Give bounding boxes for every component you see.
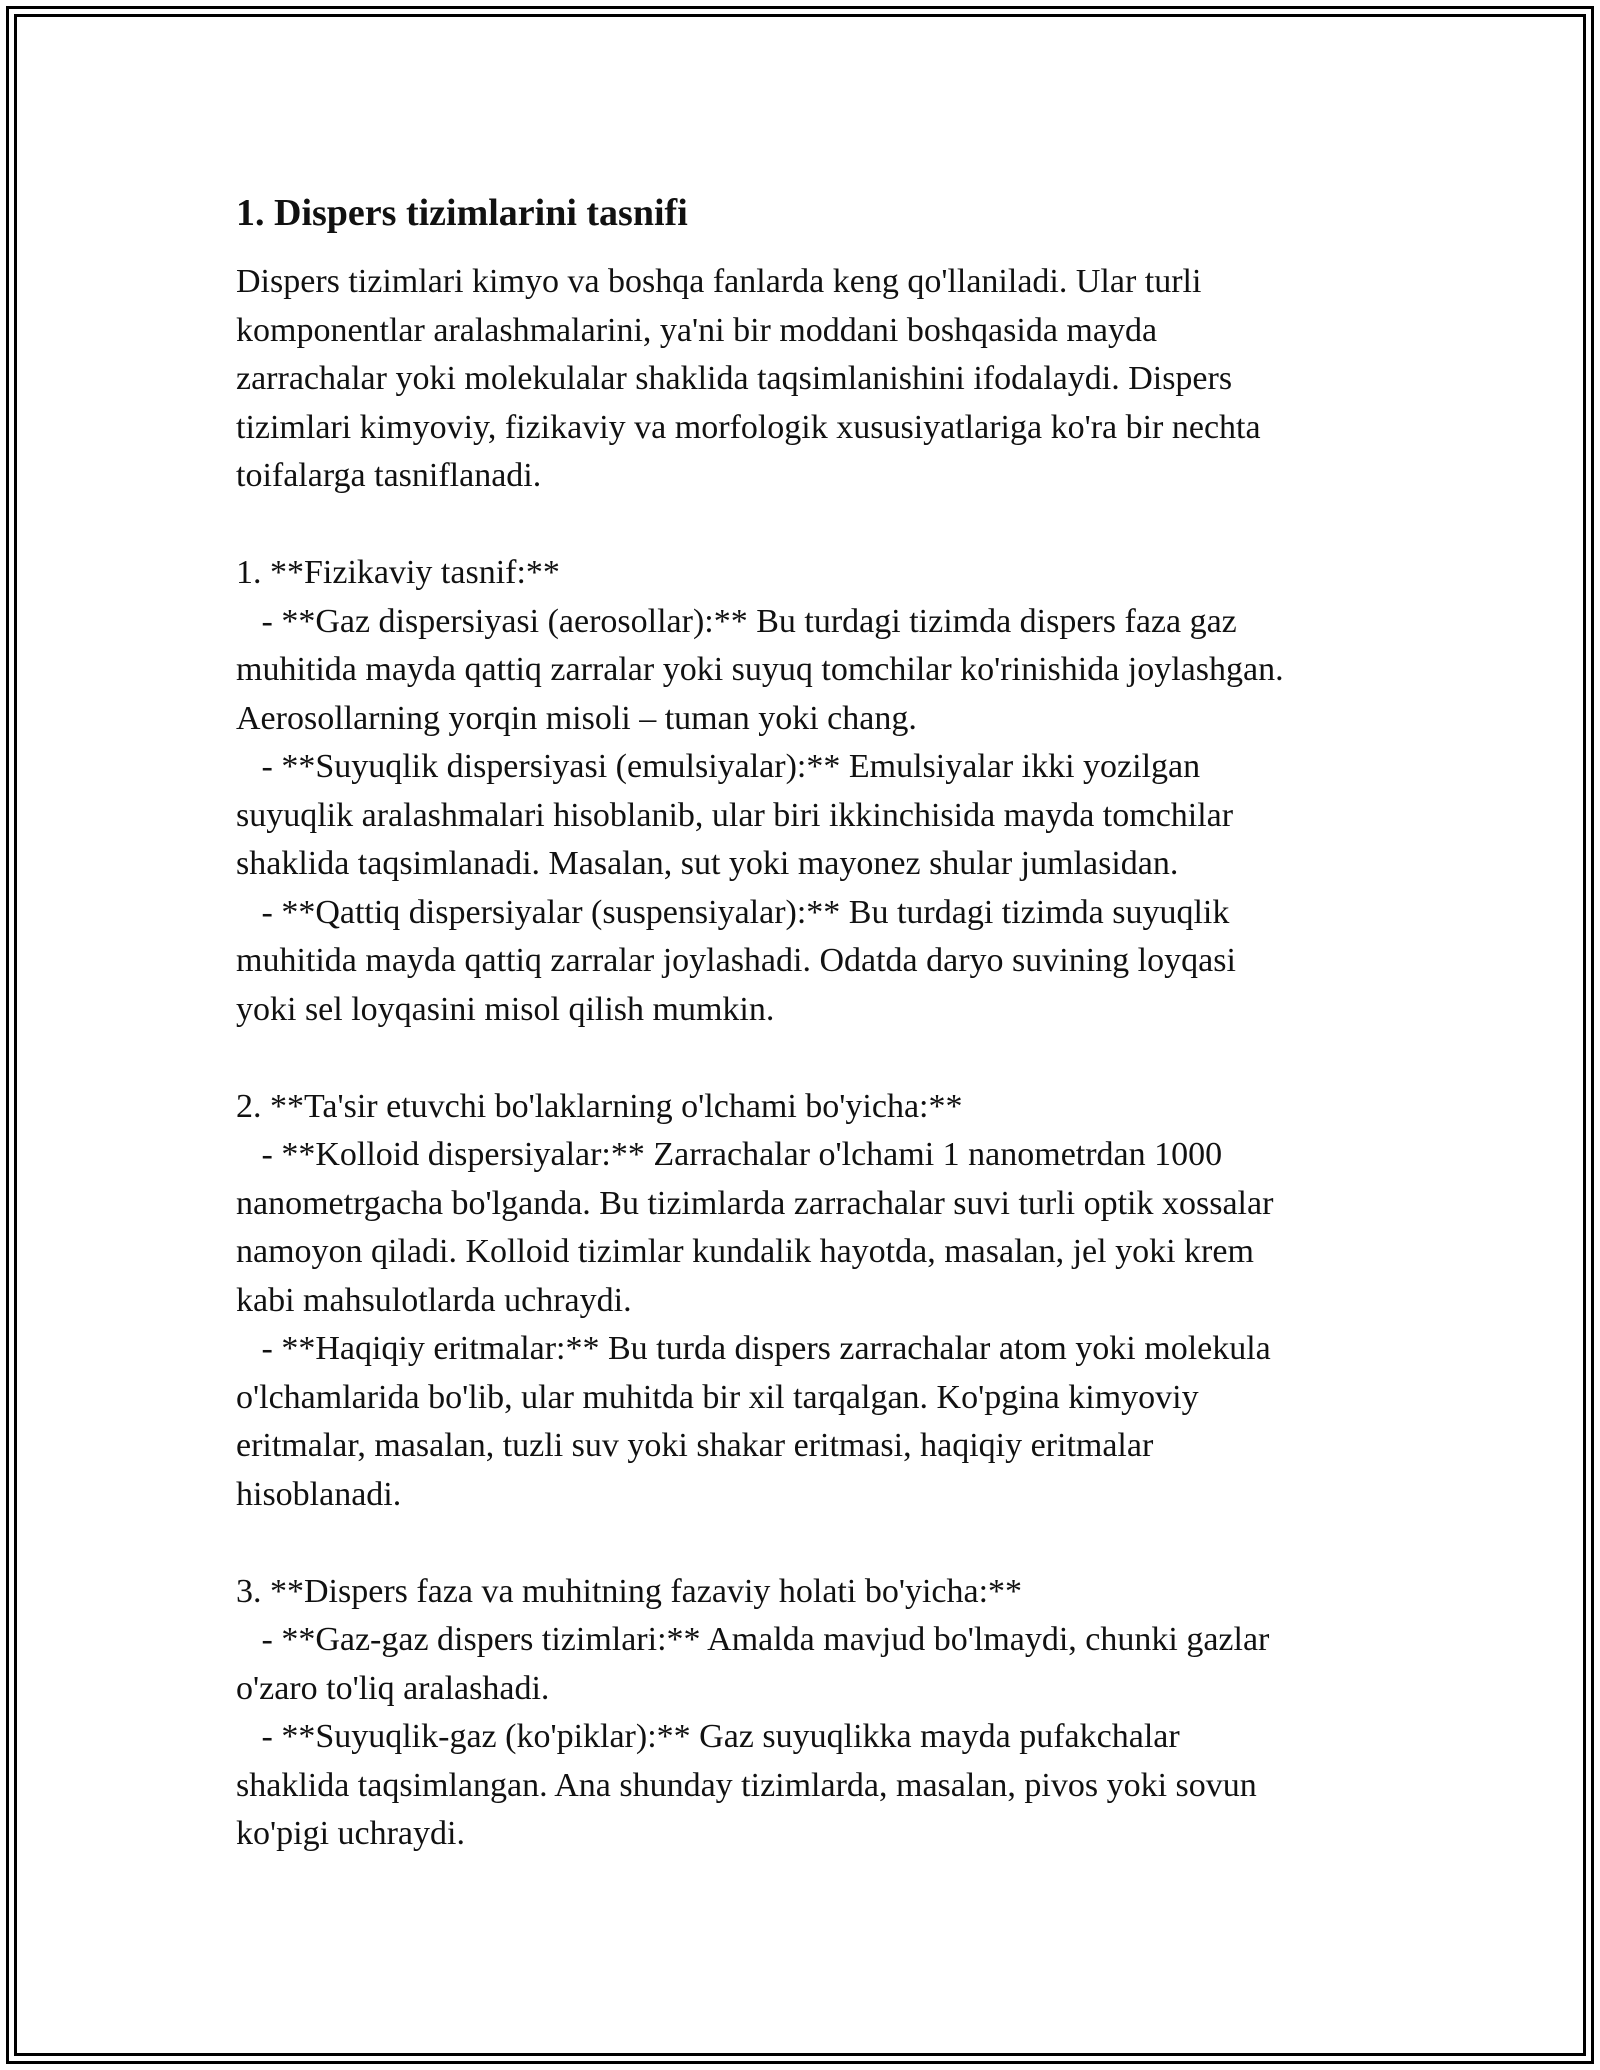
text-line: namoyon qiladi. Kolloid tizimlar kundalik hayotda, masalan, jel yoki krem — [236, 1233, 1254, 1270]
text-line: 1. **Fizikaviy tasnif:** — [236, 554, 560, 591]
text-line: yoki sel loyqasini misol qilish mumkin. — [236, 990, 775, 1028]
document-title: 1. Dispers tizimlarini tasnifi — [236, 192, 688, 234]
text-line: Aerosollarning yorqin misoli – tuman yoki chang. — [236, 699, 917, 737]
text-line: - **Suyuqlik dispersiyasi (emulsiyalar):** Emulsiyalar ikki yozilgan — [236, 748, 1201, 785]
text-line: tizimlari kimyoviy, fizikaviy va morfologik xususiyatlariga ko'ra bir nechta — [236, 408, 1261, 446]
document-text — [236, 258, 1416, 1859]
blank-line — [236, 1519, 1416, 1568]
text-line: ko'pigi uchraydi. — [236, 1815, 465, 1852]
text-line: nanometrgacha bo'lganda. Bu tizimlarda zarrachalar suvi turli optik xossalar — [236, 1184, 1274, 1222]
text-line: toifalarga tasniflanadi. — [236, 457, 542, 494]
text-line: kabi mahsulotlarda uchraydi. — [236, 1281, 632, 1319]
text-line: o'lchamlarida bo'lib, ular muhitda bir xil tarqalgan. Ko'pgina kimyoviy — [236, 1378, 1199, 1416]
text-line: Dispers tizimlari kimyo va boshqa fanlarda keng qo'llaniladi. Ular turli — [236, 263, 1202, 300]
text-line: 3. **Dispers faza va muhitning fazaviy holati bo'yicha:** — [236, 1572, 1023, 1610]
text-line: - **Gaz-gaz dispers tizimlari:** Amalda mavjud bo'lmaydi, chunki gazlar — [236, 1621, 1270, 1658]
blank-line — [236, 1034, 1416, 1083]
text-line: o'zaro to'liq aralashadi. — [236, 1669, 550, 1707]
text-line: - **Qattiq dispersiyalar (suspensiyalar):** Bu turdagi tizimda suyuqlik — [236, 893, 1230, 931]
text-line: 2. **Ta'sir etuvchi bo'laklarning o'lchami bo'yicha:** — [236, 1087, 963, 1125]
text-line: - **Haqiqiy eritmalar:** Bu turda dispers zarrachalar atom yoki molekula — [236, 1330, 1271, 1367]
text-line: zarrachalar yoki molekulalar shaklida taqsimlanishini ifodalaydi. Dispers — [236, 360, 1233, 397]
text-line: suyuqlik aralashmalari hisoblanib, ular biri ikkinchisida mayda tomchilar — [236, 796, 1234, 834]
text-line: - **Suyuqlik-gaz (ko'piklar):** Gaz suyuqlikka mayda pufakchalar — [236, 1718, 1180, 1755]
document-body — [236, 188, 1416, 1859]
blank-line — [236, 501, 1416, 550]
text-line: shaklida taqsimlanadi. Masalan, sut yoki mayonez shular jumlasidan. — [236, 845, 1179, 882]
text-line: eritmalar, masalan, tuzli suv yoki shakar eritmasi, haqiqiy eritmalar — [236, 1427, 1154, 1464]
text-line: komponentlar aralashmalarini, ya'ni bir moddani boshqasida mayda — [236, 311, 1158, 349]
text-line: muhitida mayda qattiq zarralar joylashadi. Odatda daryo suvining loyqasi — [236, 942, 1236, 979]
text-line: hisoblanadi. — [236, 1475, 402, 1513]
text-line: - **Gaz dispersiyasi (aerosollar):** Bu turdagi tizimda dispers faza gaz — [236, 602, 1237, 640]
text-line: muhitida mayda qattiq zarralar yoki suyuq tomchilar ko'rinishida joylashgan. — [236, 651, 1284, 688]
text-line: - **Kolloid dispersiyalar:** Zarrachalar o'lchami 1 nanometrdan 1000 — [236, 1136, 1223, 1173]
text-line: shaklida taqsimlangan. Ana shunday tizimlarda, masalan, pivos yoki sovun — [236, 1766, 1257, 1804]
